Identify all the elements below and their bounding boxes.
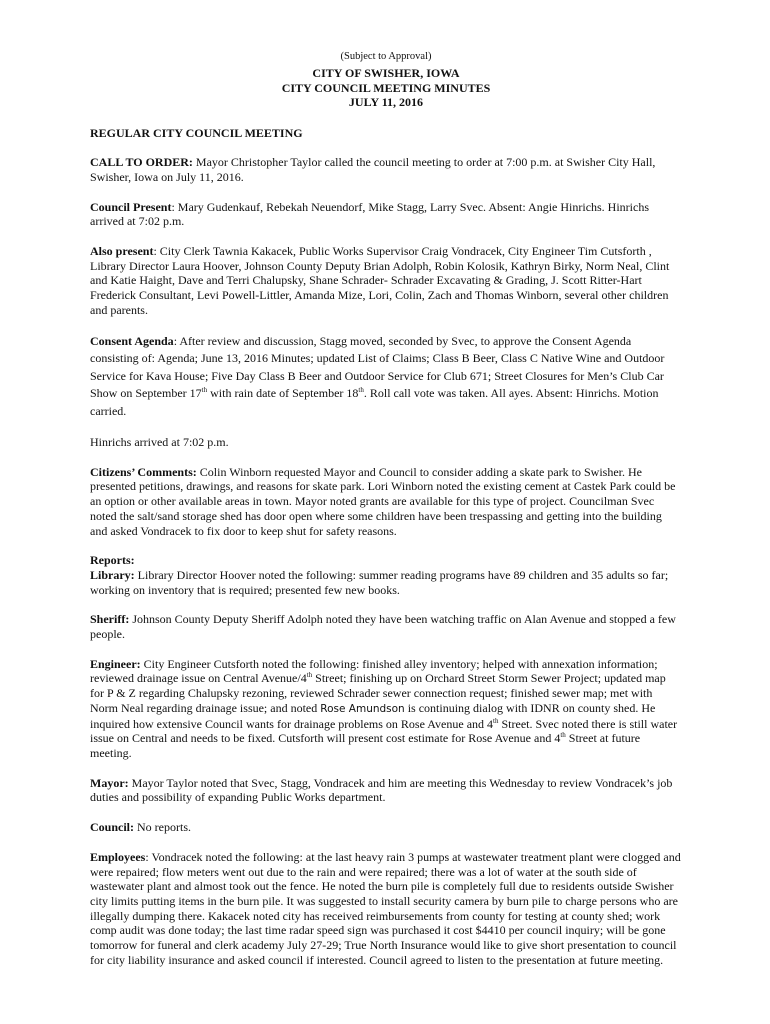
ordinal-suffix: th xyxy=(493,716,499,725)
also-present-label: Also present xyxy=(90,244,154,259)
engineer-text-2: Street; finishing up on Orchard Street Storm Sewer Project; updated map for P & Z regarding Chalupsky rezoning, reviewed Schrader sewer connection request; finished sewer map; met with Norm Neal regarding drainage issue; and noted xyxy=(90,671,666,715)
mayor-label: Mayor: xyxy=(90,775,129,790)
council-report xyxy=(90,820,682,835)
sheriff-text: Johnson County Deputy Sheriff Adolph noted they have been watching traffic on Alan Avenue and stopped a few people. xyxy=(90,612,676,642)
employees-text: : Vondracek noted the following: at the last heavy rain 3 pumps at wastewater treatment plant were clogged and were repaired; flow meters went out due to the rain and were repaired; there was a lot of water at the south side of wastewater plant and almost took out the fence. He noted the burn pile is completely full due to residents outside Swisher city limits putting items in the burn pile. It was suggested to install security camera by burn pile to charge persons who are illegally dumping there. Kakacek noted city has received reimbursements from county for testing at county shed; work comp audit was done today; the last time radar speed sign was purchased it cost $4410 per council inquiry; will be gone tomorrow for funeral and clerk academy July 27-29; True North Insurance would like to give short presentation to council for city liability insurance and asked council if interested. Council agreed to listen to the presentation at future meeting. xyxy=(90,849,681,967)
city-name: CITY OF SWISHER, IOWA xyxy=(312,66,460,80)
engineer-text-4: Street. Svec noted there is still water issue on Central and needs to be fixed. Cutsforth will present cost estimate for Rose Avenue and 4 xyxy=(90,716,678,746)
engineer-name-inline: Rose Amundson xyxy=(320,702,405,715)
call-to-order-text: Mayor Christopher Taylor called the council meeting to order at 7:00 p.m. at Swisher City Hall, Swisher, Iowa on July 11, 2016. xyxy=(90,155,656,184)
ordinal-suffix: th xyxy=(201,386,208,395)
reports-heading: Reports: xyxy=(90,553,135,568)
council-present-label: Council Present xyxy=(90,199,172,214)
council-present-section xyxy=(90,200,682,229)
consent-agenda-label: Consent Agenda xyxy=(90,333,174,348)
library-label: Library: xyxy=(90,567,135,582)
approval-note: (Subject to Approval) xyxy=(340,51,432,62)
mayor-text: Mayor Taylor noted that Svec, Stagg, Vondracek and him are meeting this Wednesday to review Vondracek’s job duties and possibility of expanding Public Works department. xyxy=(90,775,673,805)
meeting-date: JULY 11, 2016 xyxy=(348,95,424,109)
meeting-type-heading: REGULAR CITY COUNCIL MEETING xyxy=(90,125,303,140)
also-present-section xyxy=(90,244,682,318)
consent-agenda-section xyxy=(90,333,682,421)
consent-agenda-text-2: with rain date of September 18 xyxy=(207,386,359,401)
library-text: Library Director Hoover noted the following: summer reading programs have 89 children and 35 adults so far; working on inventory that is required; presented few new books. xyxy=(90,567,669,597)
council-present-text: : Mary Gudenkauf, Rebekah Neuendorf, Mike Stagg, Larry Svec. Absent: Angie Hinrichs. Hinrichs arrived at 7:02 p.m. xyxy=(90,199,650,229)
sheriff-label: Sheriff: xyxy=(90,612,130,627)
hinrichs-arrival-note: Hinrichs arrived at 7:02 p.m. xyxy=(90,435,229,450)
call-to-order-section xyxy=(90,155,682,184)
employees-label: Employees xyxy=(90,849,146,864)
engineer-text-5: Street at future meeting. xyxy=(90,731,641,760)
citizens-comments-label: Citizens’ Comments: xyxy=(90,464,197,479)
sheriff-report xyxy=(90,612,682,641)
document-header xyxy=(90,66,682,110)
engineer-report xyxy=(90,657,682,761)
mayor-report xyxy=(90,776,682,805)
call-to-order-label: CALL TO ORDER: xyxy=(90,155,193,170)
council-label: Council: xyxy=(90,820,135,835)
also-present-text: : City Clerk Tawnia Kakacek, Public Works Supervisor Craig Vondracek, City Engineer Tim Cutsforth , Library Director Laura Hoover, Johnson County Deputy Brian Adolph, Robin Kolosik, Kathryn Birky, Norm Neal, Clint and Katie Haight, Dave and Terri Chalupsky, Shane Schrader- Schrader Excavating & Grading, J. Scott Ritter-Hart Frederick Consultant, Levi Powell-Littler, Amanda Mize, Lori, Colin, Zach and Thomas Winborn, several other children and parents. xyxy=(90,244,670,317)
library-report xyxy=(90,568,682,597)
employees-report xyxy=(90,850,682,968)
document-title: CITY COUNCIL MEETING MINUTES xyxy=(281,80,491,95)
ordinal-suffix: th xyxy=(358,386,364,395)
citizens-comments-text: Colin Winborn requested Mayor and Council to consider adding a skate park to Swisher. He presented petitions, drawings, and reasons for skate park. Lori Winborn noted the existing cement at Castek Park could be an option or other available areas in town. Mayor noted grants are available for this type of project. Councilman Svec noted the salt/sand storage shed has door open where some children have been trespassing and getting into the building and asked Vondracek to fix door to keep shut for safety reasons. xyxy=(90,464,676,538)
council-text: No reports. xyxy=(134,820,192,835)
ordinal-suffix: th xyxy=(306,671,313,680)
consent-agenda-text-1: : After review and discussion, Stagg moved, seconded by Svec, to approve the Consent Agenda consisting of: Agenda; June 13, 2016 Minutes; updated List of Claims; Class B Beer, Class C Native Wine and Outdoor Service for Kava House; Five Day Class B Beer and Outdoor Service for Club 671; Street Closures for Men’s Club Car Show on September 17 xyxy=(90,333,665,401)
engineer-text-1: City Engineer Cutsforth noted the following: finished alley inventory; helped with annexation information; reviewed drainage issue on Central Avenue/4 xyxy=(90,656,658,686)
engineer-label: Engineer: xyxy=(90,656,141,671)
ordinal-suffix: th xyxy=(560,731,566,740)
engineer-text-3: is continuing dialog with IDNR on county shed. He inquired how extensive Council wants for drainage problems on Rose Avenue and 4 xyxy=(90,700,656,731)
consent-agenda-text-3: . Roll call vote was taken. All ayes. Absent: Hinrichs. Motion carried. xyxy=(90,386,659,418)
citizens-comments-section xyxy=(90,465,682,539)
minutes-page xyxy=(90,50,682,967)
